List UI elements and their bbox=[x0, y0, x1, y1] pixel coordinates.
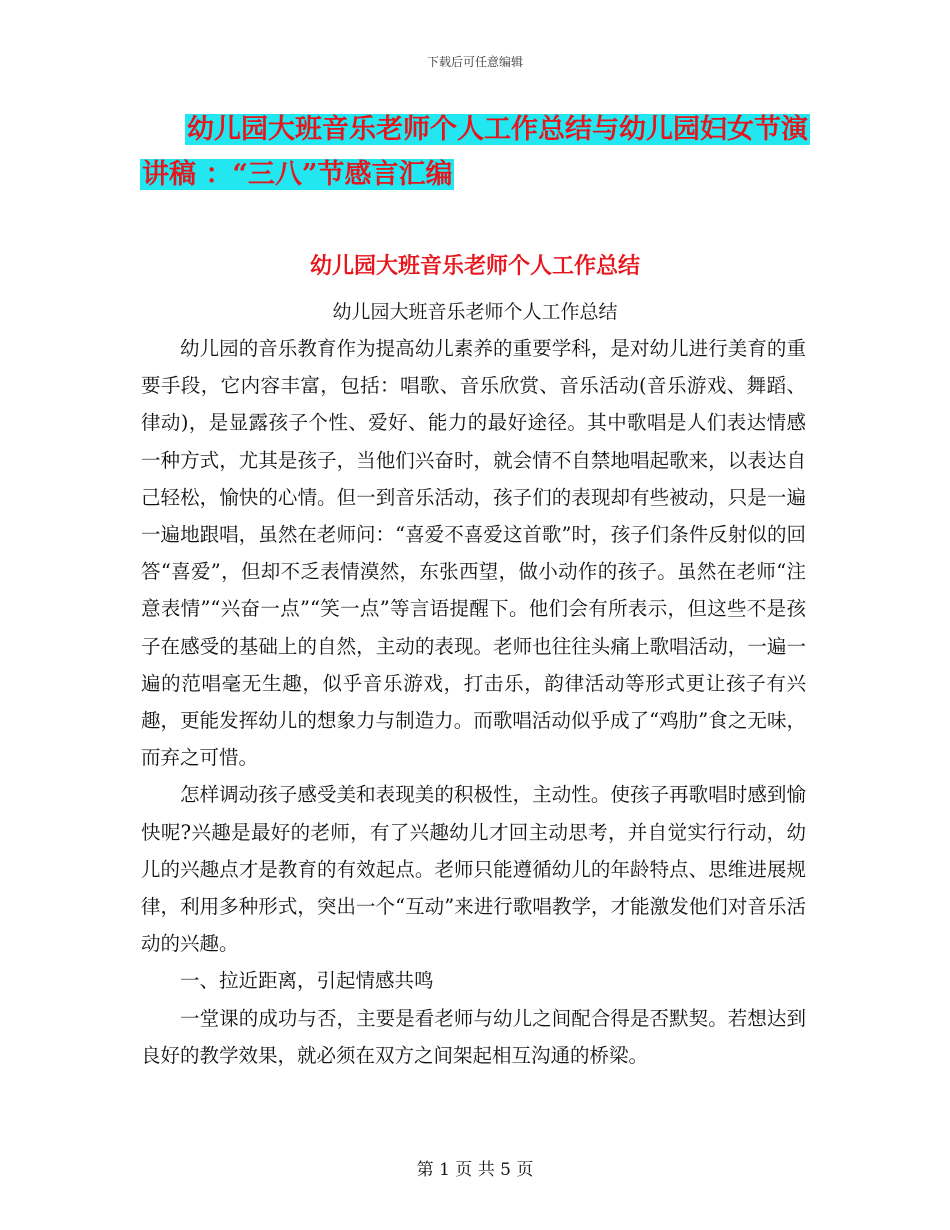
document-title-text-1: 幼儿园大班音乐老师个人工作总结与幼儿园妇女节演 bbox=[187, 114, 808, 145]
document-title-line-1 bbox=[140, 110, 810, 150]
page-header-note: 下载后可任意编辑 bbox=[426, 55, 523, 69]
section-heading: 幼儿园大班音乐老师个人工作总结 bbox=[309, 253, 640, 279]
paragraph: 一、拉近距离，引起情感共鸣 bbox=[180, 969, 434, 993]
paragraph: 怎样调动孩子感受美和表现美的积极性，主动性。使孩子再歌唱时感到愉快呢?兴趣是最好的老师，有了兴趣幼儿才回主动思考，并自觉实行行动，幼儿的兴趣点才是教育的有效起点。老师只能遵循幼儿的年龄特点、思维进展规律，利用多种形式，突出一个“互动”来进行歌唱教学，才能激发他们对音乐活动的兴趣。 bbox=[141, 783, 806, 956]
paragraph: 一堂课的成功与否，主要是看老师与幼儿之间配合得是否默契。若想达到良好的教学效果，就必须在双方之间架起相互沟通的桥梁。 bbox=[141, 1006, 806, 1067]
document-title-line-2 bbox=[140, 155, 810, 195]
page-number-footer: 第 1 页 共 5 页 bbox=[416, 1160, 534, 1180]
document-title-text-2: 讲稿 ：“三八”节感言汇编 bbox=[142, 159, 453, 190]
body-text bbox=[141, 330, 806, 1074]
sub-heading: 幼儿园大班音乐老师个人工作总结 bbox=[332, 301, 618, 323]
paragraph: 幼儿园的音乐教育作为提高幼儿素养的重要学科，是对幼儿进行美育的重要手段，它内容丰富，包括：唱歌、音乐欣赏、音乐活动(音乐游戏、舞蹈、律动)，是显露孩子个性、爱好、能力的最好途径。其中歌唱是人们表达情感一种方式，尤其是孩子，当他们兴奋时，就会情不自禁地唱起歌来，以表达自己轻松，愉快的心情。但一到音乐活动，孩子们的表现却有些被动，只是一遍一遍地跟唱，虽然在老师问：“喜爱不喜爱这首歌”时，孩子们条件反射似的回答“喜爱”，但却不乏表情漠然，东张西望，做小动作的孩子。虽然在老师“注意表情”“兴奋一点”“笑一点”等言语提醒下。他们会有所表示，但这些不是孩子在感受的基础上的自然，主动的表现。老师也往往头痛上歌唱活动，一遍一遍的范唱毫无生趣，似乎音乐游戏，打击乐，韵律活动等形式更让孩子有兴趣，更能发挥幼儿的想象力与制造力。而歌唱活动似乎成了“鸡肋”食之无味，而弃之可惜。 bbox=[141, 337, 806, 770]
